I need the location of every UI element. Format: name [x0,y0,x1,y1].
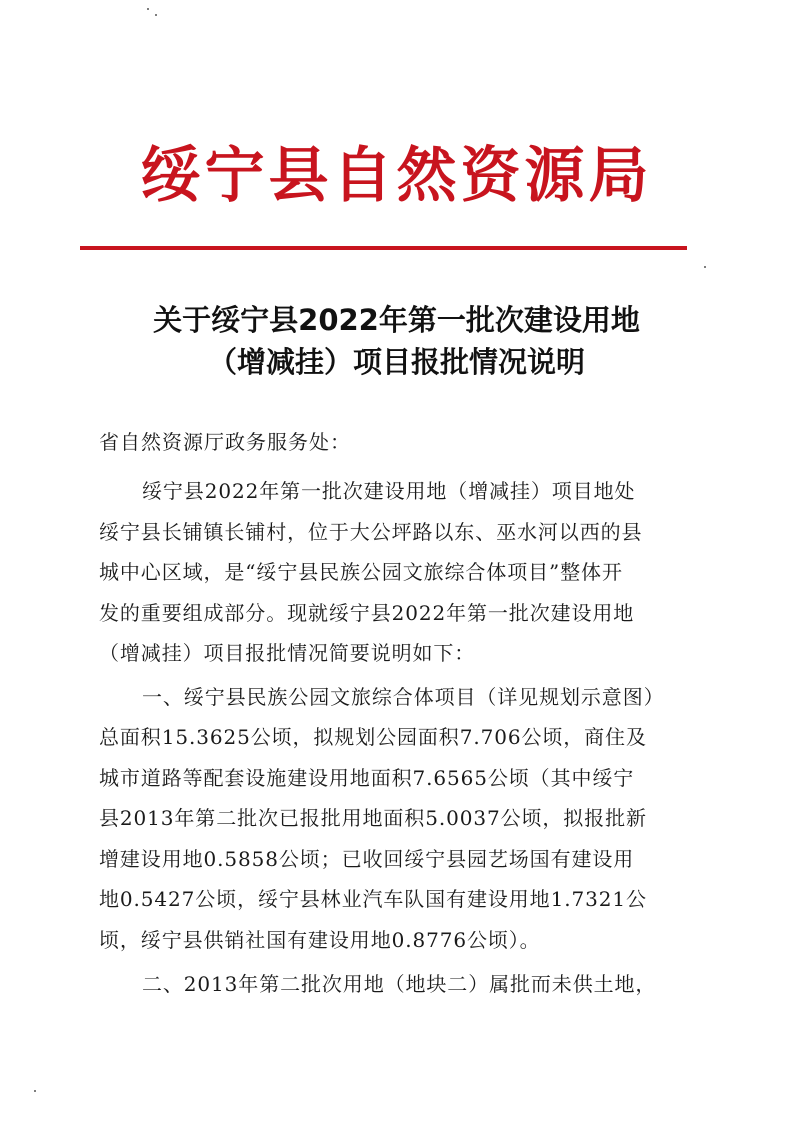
body-line-1: 绥宁县2022年第一批次建设用地（增减挂）项目地处 [142,479,636,503]
body-line-6: 一、绥宁县民族公园文旅综合体项目（详见规划示意图） [142,685,665,709]
body-line-4: 发的重要组成部分。现就绥宁县2022年第一批次建设用地 [99,601,635,625]
issuer-header: 绥宁县自然资源局 [140,141,653,211]
body-line-10: 增建设用地0.5858公顷；已收回绥宁县园艺场国有建设用 [99,847,635,871]
body-line-9: 县2013年第二批次已报批用地面积5.0037公顷，拟报批新 [99,806,647,830]
body-line-7: 总面积15.3625公顷，拟规划公园面积7.706公顷，商住及 [99,725,647,749]
body-line-11: 地0.5427公顷，绥宁县林业汽车队国有建设用地1.7321公 [99,887,647,911]
scan-speck [34,1090,36,1092]
body-line-2: 绥宁县长铺镇长铺村，位于大公坪路以东、巫水河以西的县 [99,520,643,544]
document-title-line-2: （增减挂）项目报批情况说明 [207,345,585,379]
red-divider [80,246,687,250]
scan-speck [155,14,157,16]
body-line-12: 顷，绥宁县供销社国有建设用地0.8776公顷）。 [99,928,541,952]
body-line-8: 城市道路等配套设施建设用地面积7.6565公顷（其中绥宁 [99,766,635,790]
scan-speck [704,266,706,268]
scan-speck [147,8,149,10]
body-line-3: 城中心区域，是“绥宁县民族公园文旅综合体项目”整体开 [99,560,623,584]
body-line-5: （增减挂）项目报批情况简要说明如下： [99,641,476,665]
addressee: 省自然资源厅政务服务处： [99,430,351,454]
body-line-13: 二、2013年第二批次用地（地块二）属批而未供土地， [142,972,657,996]
document-title-line-1: 关于绥宁县2022年第一批次建设用地 [153,303,640,337]
